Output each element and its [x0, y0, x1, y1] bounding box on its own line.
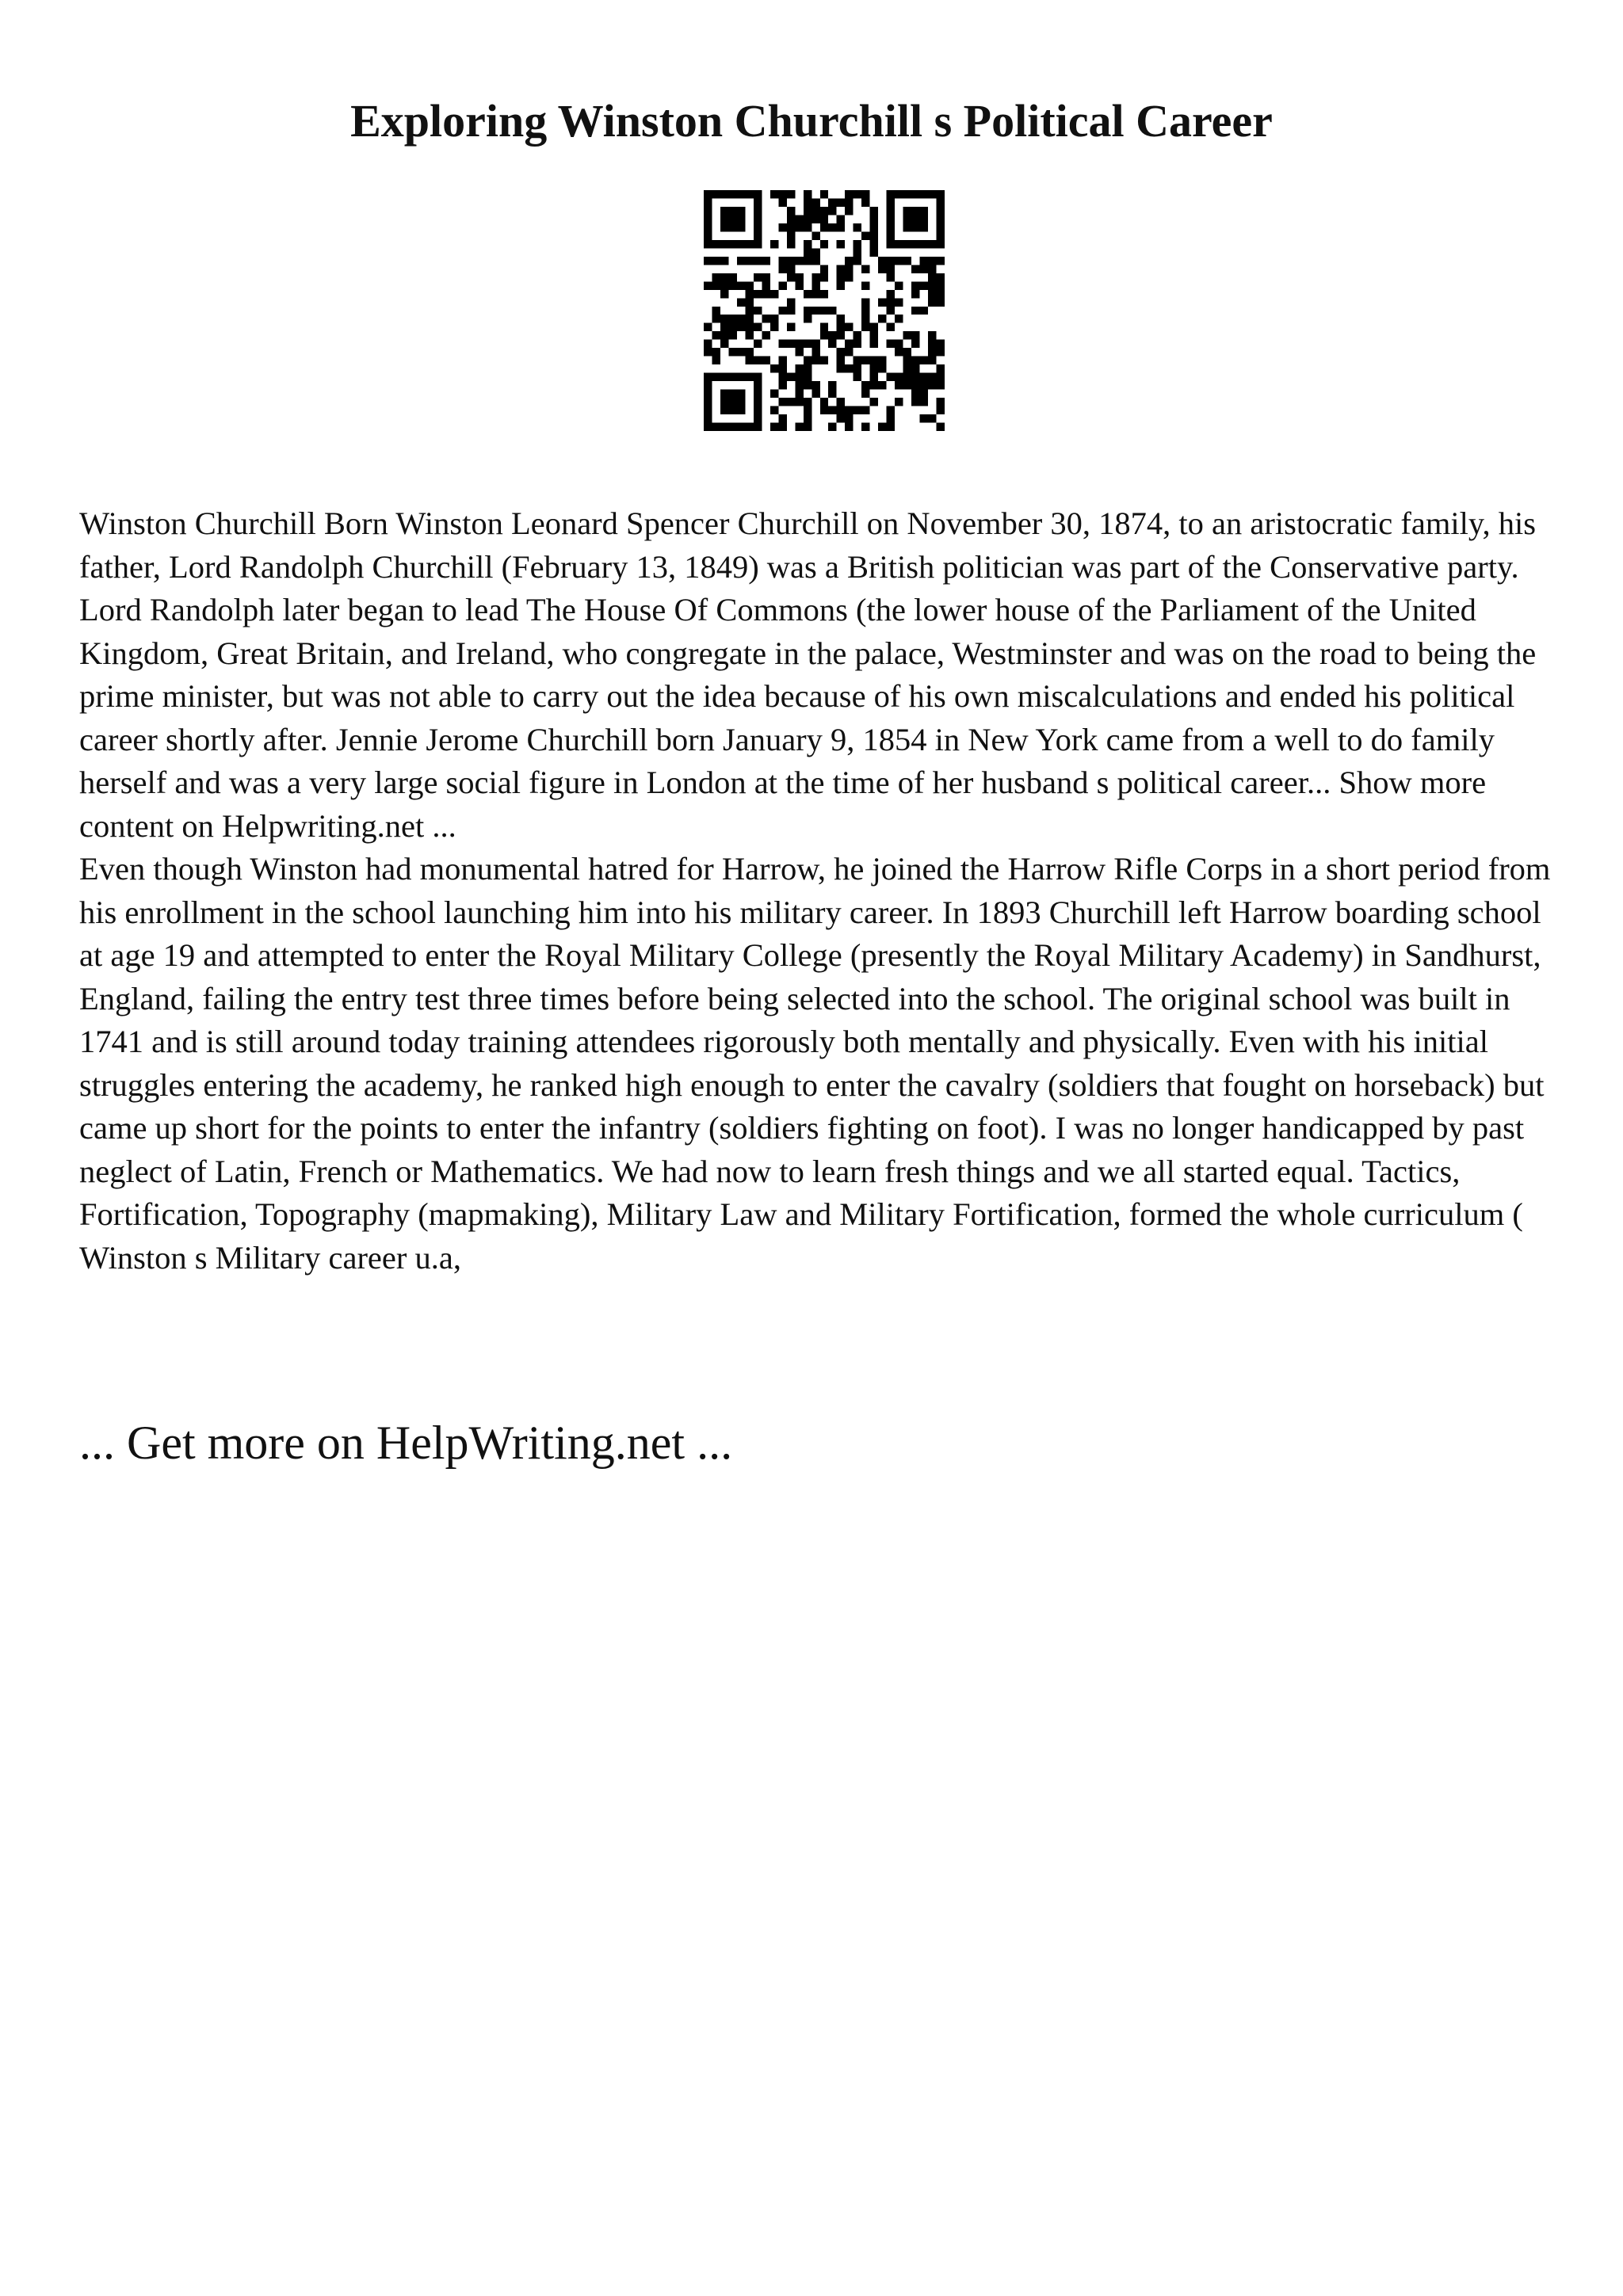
article-body: [79, 502, 1553, 1280]
page-title: Exploring Winston Churchill s Political Career: [350, 95, 1273, 147]
paragraph-1: Winston Churchill Born Winston Leonard Spencer Churchill on November 30, 1874, to an aristocratic family, his father, Lord Randolph Churchill (February 13, 1849) was a British politician was part of the Conservative party. Lord Randolph later began to lead The House Of Commons (the lower house of the Parliament of the United Kingdom, Great Britain, and Ireland, who congregate in the palace, Westminster and was on the road to being the prime minister, but was not able to carry out the idea because of his own miscalculations and ended his political career shortly after. Jennie Jerome Churchill born January 9, 1854 in New York came from a well to do family herself and was a very large social figure in London at the time of her husband s political career... Show more content on Helpwriting.net ...: [79, 505, 1537, 844]
qr-code-icon[interactable]: [704, 190, 945, 431]
paragraph-2: Even though Winston had monumental hatred for Harrow, he joined the Harrow Rifle Corps in a short period from his enrollment in the school launching him into his military career. In 1893 Churchill left Harrow boarding school at age 19 and attempted to enter the Royal Military College (presently the Royal Military Academy) in Sandhurst, England, failing the entry test three times before being selected into the school. The original school was built in 1741 and is still around today training attendees rigorously both mentally and physically. Even with his initial struggles entering the academy, he ranked high enough to enter the cavalry (soldiers that fought on horseback) but came up short for the points to enter the infantry (soldiers fighting on foot). I was no longer handicapped by past neglect of Latin, French or Mathematics. We had now to learn fresh things and we all started equal. Tactics, Fortification, Topography (mapmaking), Military Law and Military Fortification, formed the whole curriculum ( Winston s Military career u.a,: [79, 851, 1551, 1276]
get-more-link[interactable]: ... Get more on HelpWriting.net ...: [79, 1417, 733, 1469]
